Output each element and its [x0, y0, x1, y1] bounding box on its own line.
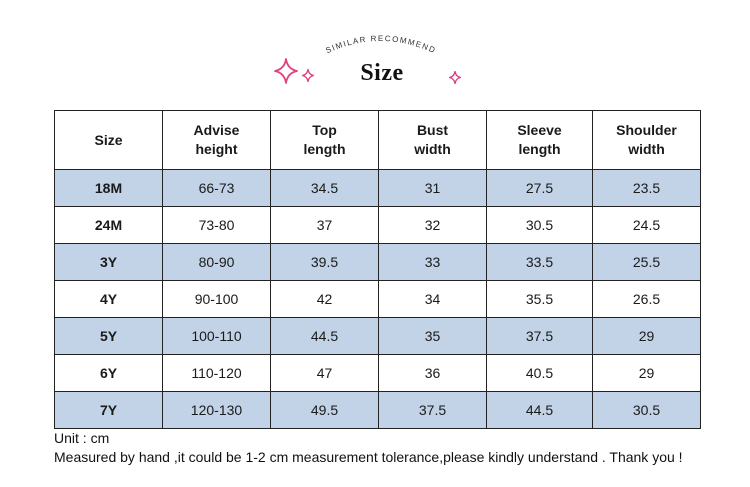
size-chart-table	[54, 110, 701, 429]
column-header-sleeve-length: Sleeve length	[487, 111, 593, 170]
table-header-row	[55, 111, 701, 170]
shoulder-width-cell: 26.5	[593, 281, 701, 318]
height-cell: 100-110	[163, 318, 271, 355]
table-row	[55, 170, 701, 207]
top-length-cell: 44.5	[271, 318, 379, 355]
sparkle-icon	[274, 58, 298, 84]
height-cell: 110-120	[163, 355, 271, 392]
bust-width-cell: 35	[379, 318, 487, 355]
size-cell: 3Y	[55, 244, 163, 281]
bust-width-cell: 36	[379, 355, 487, 392]
sleeve-length-cell: 44.5	[487, 392, 593, 429]
top-length-cell: 34.5	[271, 170, 379, 207]
height-cell: 90-100	[163, 281, 271, 318]
shoulder-width-cell: 24.5	[593, 207, 701, 244]
column-header-shoulder-width: Shoulder width	[593, 111, 701, 170]
arc-subtitle-text: SIMILAR RECOMMEND	[324, 33, 438, 56]
table-row	[55, 281, 701, 318]
bust-width-cell: 34	[379, 281, 487, 318]
column-header-height: Advise height	[163, 111, 271, 170]
height-cell: 80-90	[163, 244, 271, 281]
column-header-size: Size	[55, 111, 163, 170]
top-length-cell: 47	[271, 355, 379, 392]
shoulder-width-cell: 25.5	[593, 244, 701, 281]
size-cell: 4Y	[55, 281, 163, 318]
bust-width-cell: 31	[379, 170, 487, 207]
column-header-top-length: Top length	[271, 111, 379, 170]
sleeve-length-cell: 30.5	[487, 207, 593, 244]
size-cell: 5Y	[55, 318, 163, 355]
top-length-cell: 37	[271, 207, 379, 244]
unit-note: Unit : cm	[54, 430, 110, 446]
size-cell: 7Y	[55, 392, 163, 429]
sleeve-length-cell: 40.5	[487, 355, 593, 392]
page-title: Size	[360, 60, 404, 86]
shoulder-width-cell: 29	[593, 318, 701, 355]
size-cell: 18M	[55, 170, 163, 207]
bust-width-cell: 37.5	[379, 392, 487, 429]
sparkle-icon	[449, 71, 461, 84]
height-cell: 73-80	[163, 207, 271, 244]
height-cell: 120-130	[163, 392, 271, 429]
bust-width-cell: 33	[379, 244, 487, 281]
table-row	[55, 355, 701, 392]
svg-text:SIMILAR RECOMMEND	[324, 34, 437, 55]
table-row	[55, 318, 701, 355]
shoulder-width-cell: 23.5	[593, 170, 701, 207]
sleeve-length-cell: 37.5	[487, 318, 593, 355]
shoulder-width-cell: 29	[593, 355, 701, 392]
table-row	[55, 244, 701, 281]
sleeve-length-cell: 27.5	[487, 170, 593, 207]
column-header-bust-width: Bust width	[379, 111, 487, 170]
table-row	[55, 207, 701, 244]
measurement-disclaimer: Measured by hand ,it could be 1-2 cm measurement tolerance,please kindly understand . Thank you !	[54, 449, 683, 465]
sparkle-icon	[302, 69, 314, 82]
sleeve-length-cell: 33.5	[487, 244, 593, 281]
top-length-cell: 42	[271, 281, 379, 318]
size-cell: 24M	[55, 207, 163, 244]
size-cell: 6Y	[55, 355, 163, 392]
shoulder-width-cell: 30.5	[593, 392, 701, 429]
size-header	[0, 0, 750, 100]
top-length-cell: 49.5	[271, 392, 379, 429]
table-row	[55, 392, 701, 429]
bust-width-cell: 32	[379, 207, 487, 244]
sleeve-length-cell: 35.5	[487, 281, 593, 318]
height-cell: 66-73	[163, 170, 271, 207]
top-length-cell: 39.5	[271, 244, 379, 281]
